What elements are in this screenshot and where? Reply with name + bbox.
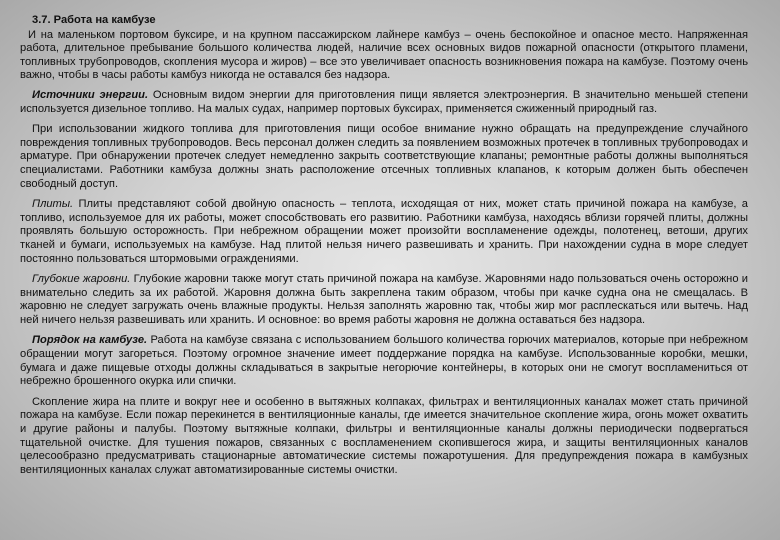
lead-order: Порядок на камбузе. [32, 334, 148, 347]
lead-energy-sources: Источники энергии. [32, 88, 149, 101]
paragraph-order [20, 334, 748, 388]
paragraph-stoves [20, 198, 748, 266]
paragraph-energy-sources [20, 89, 748, 116]
lead-deep-fryers: Глубокие жаровни. [32, 273, 131, 286]
paragraph-deep-fryers [20, 273, 748, 327]
text-order: Работа на камбузе связана с использованием большого количества горючих материалов, которые при небрежном обращении могут загореться. Поэтому огромное значение имеет поддержание порядка на камбузе. Использованные коробки, мешки, бумага и даже пищевые отходы должны складываться в закрытые негорючие контейнеры, в которых они не смогут воспламениться от небрежно брошенного окурка или спички. [20, 334, 748, 388]
text-stoves: Плиты представляют собой двойную опасность – теплота, исходящая от них, может стать причиной пожара на камбузе, а топливо, используемое для их работы, может способствовать его развитию. Работники камбуза, находясь вблизи горячей плиты, должны проявлять большую осторожность. При небрежном обращении может произойти воспламенение одежды, полотенец, ветоши, других тканей и бумаги, используемых на камбузе. Над плитой нельзя ничего развешивать и хранить. При нахождении судна в море следует постоянно пользоваться штормовыми ограждениями. [20, 198, 748, 265]
paragraph-intro: И на маленьком портовом буксире, и на крупном пассажирском лайнере камбуз – очень беспокойное и опасное место. Напряженная работа, длительное пребывание большого количества людей, наличие всех основных видов пожарной опасности (открытого пламени, топливных трубопроводов, скопления мусора и жиров) – все это увеличивает опасность возникновения пожара на камбузе. Поэтому очень важно, чтобы в часы работы камбуз никогда не оставался без надзора. [20, 28, 748, 82]
paragraph-grease: Скопление жира на плите и вокруг нее и особенно в вытяжных колпаках, фильтрах и вентиляционных каналах может стать причиной пожара на камбузе. Если пожар перекинется в вентиляционные каналы, где имеется значительное скопление жира, огонь может охватить и другие районы и палубы. Поэтому вытяжные колпаки, фильтры и вентиляционные каналы должны периодически подвергаться тщательной очистке. Для тушения пожаров, связанных с воспламенением скопившегося жира, и защиты вентиляционных каналов целесообразно предусматривать стационарные автоматические системы пожаротушения. Для предупреждения пожара в камбузных вентиляционных каналах служат автоматизированные системы очистки. [20, 395, 748, 476]
text-energy-sources: Основным видом энергии для приготовления пищи является электроэнергия. В значительно меньшей степени используется дизельное топливо. На малых судах, например портовых буксирах, применяется сжиженный природный газ. [20, 88, 748, 115]
document-page [20, 14, 748, 484]
section-title: 3.7. Работа на камбузе [32, 14, 156, 26]
text-deep-fryers: Глубокие жаровни также могут стать причиной пожара на камбузе. Жаровнями надо пользоваться очень осторожно и внимательно следить за их работой. Жаровня должна быть закреплена таким образом, чтобы при качке судна она не смещалась. В жаровню не следует загружать очень влажные продукты. Нельзя заполнять жаровню так, чтобы жир мог расплескаться или вытечь. Над ней ничего нельзя развешивать или хранить. И основное: во время работы жаровня не должна оставаться без надзора. [20, 273, 748, 326]
paragraph-liquid-fuel: При использовании жидкого топлива для приготовления пищи особое внимание нужно обращать на предупреждение случайного повреждения топливных трубопроводов. Весь персонал должен следить за появлением возможных протечек в топливных трубопроводах и арматуре. При обнаружении протечек следует немедленно закрыть соответствующие клапаны; ремонтные работы должны выполняться специалистами. Работники камбуза должны знать расположение отсечных топливных клапанов, к которым должен быть обеспечен свободный доступ. [20, 123, 748, 190]
lead-stoves: Плиты. [32, 198, 74, 211]
